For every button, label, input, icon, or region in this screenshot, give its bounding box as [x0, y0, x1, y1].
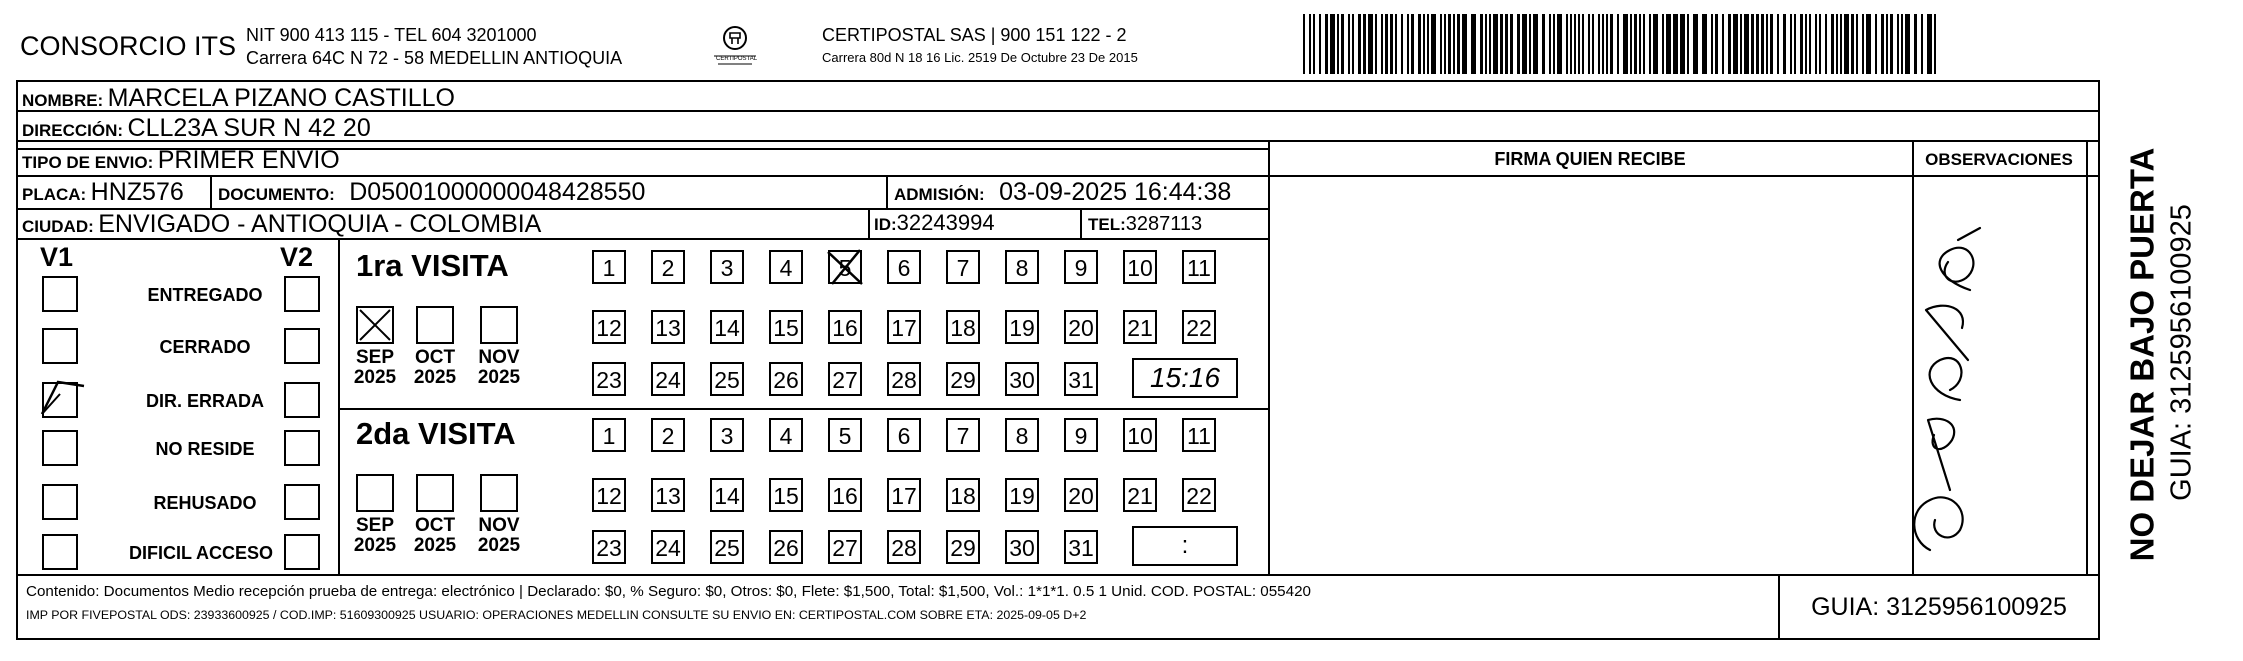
id-label: ID:: [874, 215, 897, 234]
month-checkbox[interactable]: [480, 306, 518, 344]
day-box[interactable]: [651, 418, 685, 452]
side-guia: GUIA: 3125956100925: [2165, 204, 2198, 501]
day-box[interactable]: [946, 310, 980, 344]
company-nit-line: NIT 900 413 115 - TEL 604 3201000: [246, 25, 537, 45]
month-name: NOV: [478, 515, 520, 536]
day-box[interactable]: [887, 530, 921, 564]
day-number: 28: [891, 535, 917, 561]
day-number: 28: [891, 367, 917, 393]
cross-mark-icon: [826, 248, 866, 288]
ciudad-cell: [22, 212, 541, 237]
recipient-signature: [1890, 220, 2010, 570]
day-box[interactable]: [1005, 530, 1039, 564]
day-box[interactable]: [887, 362, 921, 396]
day-box[interactable]: [710, 418, 744, 452]
day-number: 15: [773, 483, 799, 509]
day-number: 11: [1187, 423, 1211, 449]
certipostal-logo: [710, 24, 760, 70]
day-box[interactable]: [828, 362, 862, 396]
day-number: 4: [779, 423, 793, 449]
visit-title: 2da VISITA: [356, 416, 516, 451]
day-number: 13: [655, 315, 681, 341]
admision-cell: [894, 180, 1231, 205]
day-number: 8: [1015, 255, 1029, 281]
day-box[interactable]: [1064, 418, 1098, 452]
day-box[interactable]: [592, 310, 626, 344]
day-number: 6: [897, 423, 911, 449]
month-checkbox[interactable]: [416, 306, 454, 344]
admision-value: 03-09-2025 16:44:38: [999, 178, 1232, 206]
tipo-envio-label: TIPO DE ENVIO:: [22, 153, 154, 172]
day-number: 12: [596, 483, 622, 509]
day-number: 19: [1009, 483, 1035, 509]
status-option-label: DIFICIL ACCESO: [128, 543, 273, 563]
day-number: 20: [1068, 315, 1094, 341]
v1-checkbox[interactable]: [42, 430, 78, 466]
visit-title: 1ra VISITA: [356, 248, 509, 283]
tipo-envio-value: PRIMER ENVIO: [157, 146, 340, 174]
day-number: 7: [956, 255, 970, 281]
day-number: 29: [950, 535, 976, 561]
month-label: [469, 348, 529, 388]
day-number: 3: [720, 423, 734, 449]
month-year: 2025: [353, 366, 397, 388]
day-box[interactable]: [710, 250, 744, 284]
month-year: 2025: [477, 366, 521, 388]
day-number: 3: [720, 255, 734, 281]
month-checkbox[interactable]: [356, 306, 394, 344]
v1-checkbox[interactable]: [42, 534, 78, 570]
barcode: [1303, 14, 1939, 76]
day-number: 14: [714, 483, 740, 509]
signature-header: FIRMA QUIEN RECIBE: [1494, 149, 1686, 169]
day-number: 16: [832, 315, 858, 341]
day-number: 17: [891, 315, 917, 341]
day-number: 15: [773, 315, 799, 341]
placa-cell: [22, 180, 184, 205]
day-number: 5: [838, 423, 852, 449]
day-number: 26: [773, 367, 799, 393]
ciudad-value: ENVIGADO - ANTIOQUIA - COLOMBIA: [98, 210, 542, 238]
ciudad-label: CIUDAD:: [22, 217, 94, 236]
day-number: 19: [1009, 315, 1035, 341]
status-option-label: REHUSADO: [153, 493, 257, 513]
day-number: 31: [1068, 535, 1094, 561]
day-number: 10: [1127, 423, 1153, 449]
day-box[interactable]: [946, 250, 980, 284]
footer-content-line: Contenido: Documentos Medio recepción prueba de entrega: electrónico | Declarado: $0, % Seguro: $0, Otros: $0, Flete: $1,500, Total: $1,500, Vol.: 1*1*1. 0.5 1 Unid. COD. POSTAL: 055420: [26, 583, 1311, 600]
day-box[interactable]: [946, 418, 980, 452]
day-box[interactable]: [651, 530, 685, 564]
day-number: 22: [1186, 315, 1212, 341]
visit-time: 15:16: [1149, 362, 1221, 393]
day-box[interactable]: [769, 478, 803, 512]
day-number: 1: [602, 423, 616, 449]
day-number: 8: [1015, 423, 1029, 449]
day-number: 16: [832, 483, 858, 509]
side-notice: [2100, 80, 2243, 640]
month-label: [345, 516, 405, 556]
day-number: 17: [891, 483, 917, 509]
day-box[interactable]: [1064, 310, 1098, 344]
id-cell: [874, 212, 995, 234]
footer-print-line: IMP POR FIVEPOSTAL ODS: 23933600925 / COD.IMP: 51609300925 USUARIO: OPERACIONES MEDELLIN CONSULTE SU ENVIO EN: CERTIPOSTAL.COM SOBRE ETA: 2025-09-05 D+2: [26, 608, 1087, 622]
month-year: 2025: [353, 534, 397, 556]
day-number: 27: [832, 535, 858, 561]
status-option-label: NO RESIDE: [155, 439, 255, 459]
month-name: NOV: [478, 347, 520, 368]
v2-checkbox[interactable]: [284, 382, 320, 418]
logo-text: CERTIPOSTAL: [716, 56, 758, 62]
day-box[interactable]: [1182, 418, 1216, 452]
day-box[interactable]: [1123, 478, 1157, 512]
day-box[interactable]: [769, 362, 803, 396]
day-box[interactable]: [828, 310, 862, 344]
day-number: 11: [1187, 255, 1211, 281]
day-number: 14: [714, 315, 740, 341]
day-number: 9: [1074, 255, 1088, 281]
day-box[interactable]: [828, 530, 862, 564]
month-checkbox[interactable]: [416, 474, 454, 512]
status-option-label: ENTREGADO: [147, 285, 263, 305]
day-number: 25: [714, 367, 740, 393]
check-mark-icon: [40, 378, 84, 418]
month-label: [345, 348, 405, 388]
day-box[interactable]: [946, 362, 980, 396]
day-number: 2: [661, 423, 675, 449]
documento-cell: [218, 180, 645, 205]
v1-label: V1: [40, 242, 74, 272]
day-number: 12: [596, 315, 622, 341]
day-number: 22: [1186, 483, 1212, 509]
day-box[interactable]: [592, 418, 626, 452]
side-no-dejar: NO DEJAR BAJO PUERTA: [2123, 147, 2161, 562]
v1-checkbox[interactable]: [42, 484, 78, 520]
day-box[interactable]: [1182, 310, 1216, 344]
month-year: 2025: [413, 366, 457, 388]
carrier-license-line: Carrera 80d N 18 16 Lic. 2519 De Octubre 23 De 2015: [822, 50, 1138, 65]
day-box[interactable]: [828, 418, 862, 452]
day-box[interactable]: [1005, 250, 1039, 284]
day-number: 4: [779, 255, 793, 281]
cross-mark-icon: [358, 308, 392, 342]
day-box[interactable]: [1064, 362, 1098, 396]
v2-checkbox[interactable]: [284, 328, 320, 364]
day-box[interactable]: [592, 530, 626, 564]
month-name: SEP: [355, 347, 395, 368]
month-year: 2025: [477, 534, 521, 556]
day-box[interactable]: [828, 478, 862, 512]
tel-label: TEL:: [1088, 215, 1126, 234]
day-box[interactable]: [769, 250, 803, 284]
v2-checkbox[interactable]: [284, 484, 320, 520]
day-number: 10: [1127, 255, 1153, 281]
v2-checkbox[interactable]: [284, 534, 320, 570]
v2-checkbox[interactable]: [284, 276, 320, 312]
day-box[interactable]: [651, 250, 685, 284]
documento-value: D05001000000048428550: [349, 178, 646, 206]
visit-time: :: [1181, 532, 1189, 559]
nombre-value: MARCELA PIZANO CASTILLO: [107, 84, 455, 112]
day-box[interactable]: [769, 530, 803, 564]
day-box[interactable]: [1064, 530, 1098, 564]
tipo-envio-row: [22, 148, 340, 173]
day-box[interactable]: [592, 362, 626, 396]
id-value: 32243994: [896, 210, 995, 235]
v1-checkbox[interactable]: [42, 276, 78, 312]
day-number: 13: [655, 483, 681, 509]
day-number: 29: [950, 367, 976, 393]
day-box[interactable]: [887, 418, 921, 452]
day-box[interactable]: [1123, 250, 1157, 284]
day-number: 5: [838, 255, 852, 281]
direccion-label: DIRECCIÓN:: [22, 121, 124, 140]
v1-checkbox[interactable]: [42, 328, 78, 364]
month-label: [469, 516, 529, 556]
status-option-label: DIR. ERRADA: [145, 391, 264, 411]
day-number: 6: [897, 255, 911, 281]
day-box[interactable]: [1123, 418, 1157, 452]
month-name: SEP: [355, 515, 395, 536]
day-box[interactable]: [946, 478, 980, 512]
carrier-line: CERTIPOSTAL SAS | 900 151 122 - 2: [822, 25, 1127, 45]
day-number: 21: [1127, 315, 1153, 341]
day-box[interactable]: [710, 478, 744, 512]
visit-time-box[interactable]: [1132, 526, 1238, 566]
day-number: 18: [950, 483, 976, 509]
v1-checkbox[interactable]: [42, 382, 78, 418]
day-box[interactable]: [1005, 478, 1039, 512]
month-name: OCT: [414, 347, 456, 368]
day-box[interactable]: [592, 478, 626, 512]
nombre-label: NOMBRE:: [22, 91, 104, 110]
month-label: [405, 516, 465, 556]
day-number: 9: [1074, 423, 1088, 449]
day-box[interactable]: [1123, 310, 1157, 344]
direccion-row: [22, 116, 371, 141]
day-box[interactable]: [887, 478, 921, 512]
day-box[interactable]: [1005, 310, 1039, 344]
day-box[interactable]: [710, 362, 744, 396]
day-box[interactable]: [769, 418, 803, 452]
day-number: 26: [773, 535, 799, 561]
day-box[interactable]: [1005, 418, 1039, 452]
month-checkbox[interactable]: [480, 474, 518, 512]
v2-label: V2: [280, 242, 314, 272]
footer-guia: GUIA: 3125956100925: [1811, 593, 2067, 621]
day-number: 23: [596, 535, 622, 561]
day-number: 1: [602, 255, 616, 281]
day-box[interactable]: [592, 250, 626, 284]
company-name: CONSORCIO ITS: [20, 31, 237, 61]
day-number: 23: [596, 367, 622, 393]
day-number: 20: [1068, 483, 1094, 509]
nombre-row: [22, 86, 455, 111]
placa-label: PLACA:: [22, 185, 87, 204]
month-name: OCT: [414, 515, 456, 536]
day-number: 7: [956, 423, 970, 449]
day-number: 30: [1009, 367, 1035, 393]
day-number: 24: [655, 367, 681, 393]
day-box[interactable]: [769, 310, 803, 344]
day-box[interactable]: [1064, 250, 1098, 284]
company-address-line: Carrera 64C N 72 - 58 MEDELLIN ANTIOQUIA: [246, 48, 623, 68]
day-number: 27: [832, 367, 858, 393]
month-year: 2025: [413, 534, 457, 556]
v2-checkbox[interactable]: [284, 430, 320, 466]
month-label: [405, 348, 465, 388]
admision-label: ADMISIÓN:: [894, 185, 985, 204]
direccion-value: CLL23A SUR N 42 20: [127, 114, 371, 142]
visit-time-box[interactable]: [1132, 358, 1238, 398]
observations-header: OBSERVACIONES: [1925, 150, 2073, 169]
day-box[interactable]: [1064, 478, 1098, 512]
day-box[interactable]: [651, 310, 685, 344]
day-box[interactable]: [710, 530, 744, 564]
month-checkbox[interactable]: [356, 474, 394, 512]
day-number: 21: [1127, 483, 1153, 509]
day-box[interactable]: [946, 530, 980, 564]
day-box[interactable]: [1182, 250, 1216, 284]
day-box[interactable]: [1005, 362, 1039, 396]
day-number: 24: [655, 535, 681, 561]
day-box[interactable]: [887, 250, 921, 284]
day-box[interactable]: [651, 362, 685, 396]
day-number: 30: [1009, 535, 1035, 561]
day-number: 2: [661, 255, 675, 281]
day-box[interactable]: [828, 250, 862, 284]
tel-value: 3287113: [1125, 213, 1203, 235]
day-number: 31: [1068, 367, 1094, 393]
tel-cell: [1088, 214, 1202, 234]
status-option-label: CERRADO: [159, 337, 251, 357]
documento-label: DOCUMENTO:: [218, 185, 335, 204]
day-box[interactable]: [710, 310, 744, 344]
day-box[interactable]: [1182, 478, 1216, 512]
day-number: 18: [950, 315, 976, 341]
day-box[interactable]: [887, 310, 921, 344]
day-number: 25: [714, 535, 740, 561]
day-box[interactable]: [651, 478, 685, 512]
placa-value: HNZ576: [90, 178, 184, 206]
